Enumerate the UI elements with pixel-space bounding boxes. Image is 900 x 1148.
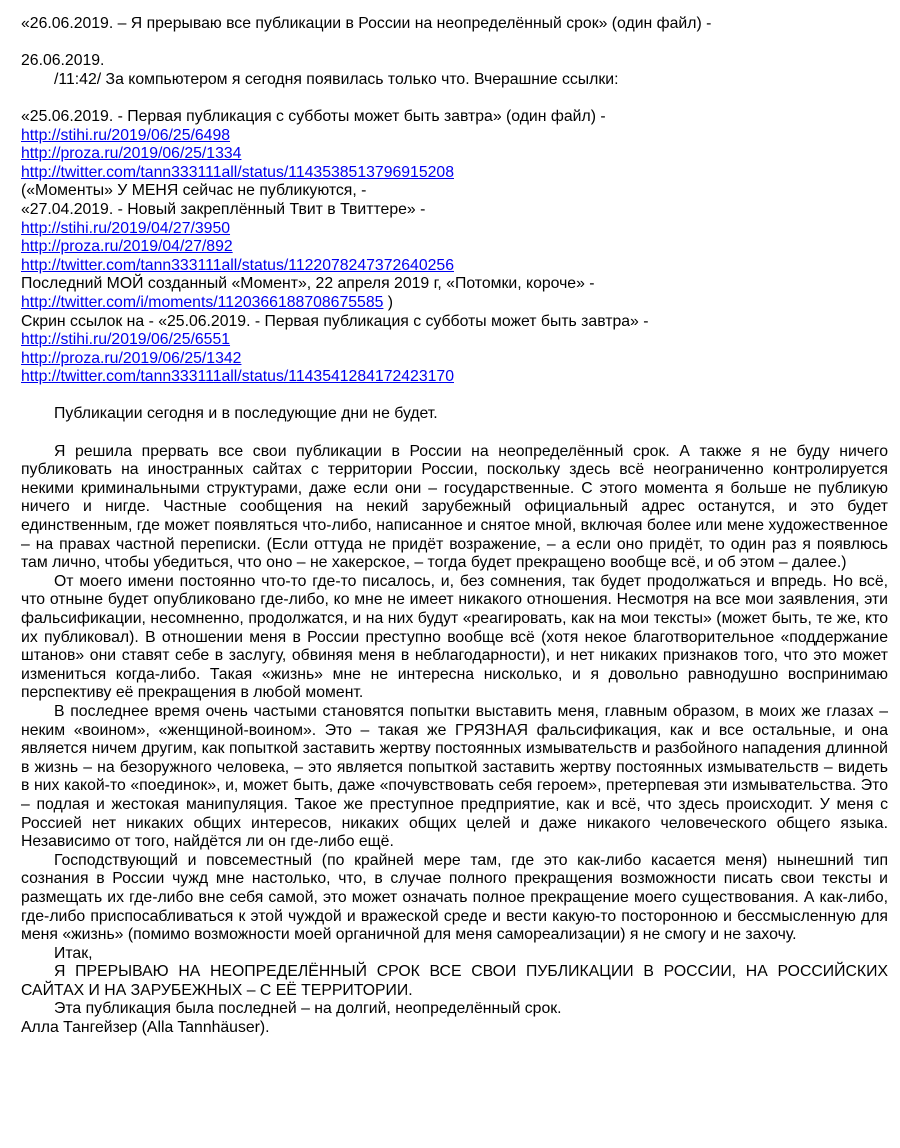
screenshot-links-title: Скрин ссылок на - «25.06.2019. - Первая публикация с субботы может быть завтра» -: [21, 312, 649, 330]
time-note: /11:42/ За компьютером я сегодня появилась только что. Вчерашние ссылки:: [54, 70, 619, 88]
body-paragraph: Господствующий и повсеместный (по крайней мере там, где это как-либо касается меня) нынешний тип сознания в России чужд мне настолько, что, в случае полного прекращения возможности писать свои тексты и размещать их где-либо вне себя самой, это может означать полное прекращение моего существования. А как-либо, где-либо приспосабливаться к этой чуждой и вражеской среде и вести какую-то посторонною и бессмысленную для меня «жизнь» (помимо возможности моей органичной для меня самореализации) я не смогу и не захочу.: [21, 851, 888, 944]
moments-note: («Моменты» У МЕНЯ сейчас не публикуются, -: [21, 182, 367, 200]
proza-link[interactable]: http://proza.ru/2019/06/25/1342: [21, 349, 242, 367]
stihi-link[interactable]: http://stihi.ru/2019/06/25/6498: [21, 126, 231, 144]
publication-title: «25.06.2019. - Первая публикация с субботы может быть завтра» (один файл) -: [21, 107, 606, 125]
spacer: [21, 34, 888, 53]
last-publication-note: Эта публикация была последней – на долгий, неопределённый срок.: [54, 1000, 562, 1018]
moment-link[interactable]: http://twitter.com/i/moments/1120366188708675585: [21, 293, 384, 311]
signature: Алла Тангейзер (Alla Tannhäuser).: [21, 1019, 270, 1037]
body-paragraph: Я решила прервать все свои публикации в России на неопределённый срок. А также я не буду ничего публиковать на иностранных сайтах с территории России, поскольку здесь всё неограниченно контролируется некими криминальными структурами, даже если они – государственные. С этого момента я больше не публикую ничего и нигде. Частные сообщения на некий зарубежный официальный адрес останутся, и это будет единственным, где может появляться что-либо, написанное и снятое мной, включая более или мене художественное – на правах частной переписки. (Если оттуда не придёт возражение, – а если оно придёт, то один раз я появлюсь там лично, чтобы убедиться, что оно – не хакерское, – тогда будет прекращено вообще всё, и об этом – далее.): [21, 442, 888, 572]
spacer: [21, 387, 888, 406]
body-paragraph: В последнее время очень частыми становятся попытки выставить меня, главным образом, в моих же глазах – неким «воином», «женщиной-воином». Это – такая же ГРЯЗНАЯ фальсификация, как и все остальные, и она является ничем другим, как попыткой заставить жертву постоянных измывательств и разбойного нападения длинной в жизнь – на безоружного человека, – это является попыткой заставить жертву постоянных измывательств – видеть в них какой-то «поединок», и, может быть, даже «почувствовать себя героем», претерпевая эти измывательства. Это – подлая и жестокая манипуляция. Такое же преступное предприятие, как и всё, что здесь происходит. У меня с Россией нет никаких общих интересов, никаких общих целей и даже никакого человеческого общего языка. Независимо от того, найдётся ли он где-либо ещё.: [21, 702, 888, 851]
itak-line: Итак,: [54, 944, 93, 962]
no-publications-note: Публикации сегодня и в последующие дни не будет.: [54, 405, 438, 423]
stihi-link[interactable]: http://stihi.ru/2019/06/25/6551: [21, 331, 231, 349]
entry-date: 26.06.2019.: [21, 52, 105, 70]
closing-paren: ): [383, 293, 394, 311]
caps-statement: Я ПРЕРЫВАЮ НА НЕОПРЕДЕЛЁННЫЙ СРОК ВСЕ СВОИ ПУБЛИКАЦИИ В РОССИИ, НА РОССИЙСКИХ САЙТАХ И НА ЗАРУБЕЖНЫХ – С ЕЁ ТЕРРИТОРИИ.: [21, 963, 888, 999]
twitter-link[interactable]: http://twitter.com/tann333111all/status/1143541284172423170: [21, 368, 454, 386]
body-paragraph: От моего имени постоянно что-то где-то писалось, и, без сомнения, так будет продолжаться и впредь. Но всё, что отныне будет опубликовано где-либо, ко мне не имеет никакого отношения. Несмотря на все мои заявления, эти фальсификации, несомненно, продолжатся, и на них будут «реагировать, как на мои тексты» (может быть, те же, кто их публиковал). В отношении меня в России преступно вообще всё (хотя некое благотворительное «поддержание штанов» они ставят себе в заслугу, обвиняя меня в неблагодарности), и нет никаких признаков того, что это может измениться когда-либо. Такая «жизнь» мне не интересна нисколько, и я довольно равнодушно воспринимаю перспективу её прекращения в любой момент.: [21, 572, 888, 702]
proza-link[interactable]: http://proza.ru/2019/04/27/892: [21, 238, 233, 256]
pinned-tweet-title: «27.04.2019. - Новый закреплённый Твит в Твиттере» -: [21, 200, 426, 218]
twitter-link[interactable]: http://twitter.com/tann333111all/status/1122078247372640256: [21, 256, 454, 274]
stihi-link[interactable]: http://stihi.ru/2019/04/27/3950: [21, 219, 231, 237]
document-title: «26.06.2019. – Я прерываю все публикации в России на неопределённый срок» (один файл) -: [21, 15, 712, 32]
twitter-link[interactable]: http://twitter.com/tann333111all/status/1143538513796915208: [21, 163, 454, 181]
proza-link[interactable]: http://proza.ru/2019/06/25/1334: [21, 145, 242, 163]
last-moment-note: Последний МОЙ созданный «Момент», 22 апреля 2019 г, «Потомки, короче» -: [21, 275, 595, 293]
spacer: [21, 424, 888, 443]
spacer: [21, 89, 888, 108]
